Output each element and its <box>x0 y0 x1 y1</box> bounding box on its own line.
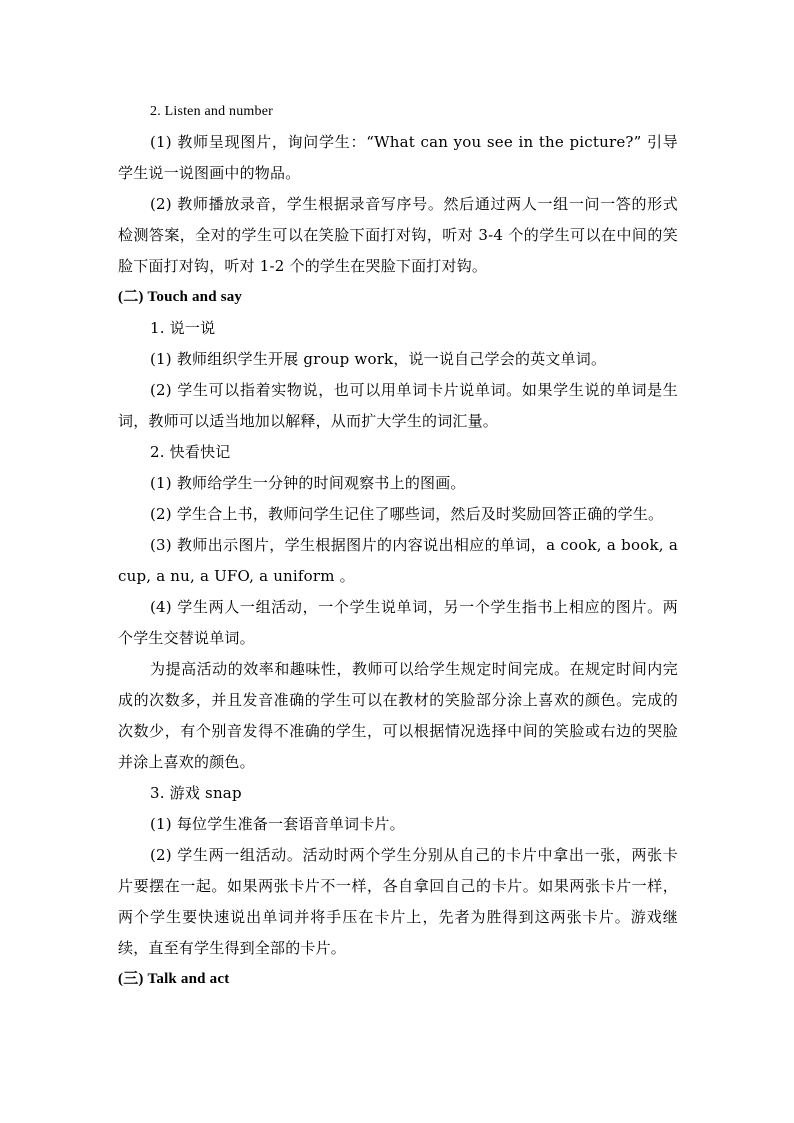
subsection-title-listen: 2. Listen and number <box>150 104 273 119</box>
paragraph: (4) 学生两人一组活动，一个学生说单词，另一个学生指书上相应的图片。两个学生交替说单词。 <box>118 598 678 647</box>
paragraph: (2) 学生可以指着实物说，也可以用单词卡片说单词。如果学生说的单词是生词，教师可以适当地加以解释，从而扩大学生的词汇量。 <box>118 381 678 430</box>
paragraph: (2) 学生两一组活动。活动时两个学生分别从自己的卡片中拿出一张，两张卡片要摆在一起。如果两张卡片不一样，各自拿回自己的卡片。如果两张卡片一样，两个学生要快速说出单词并将手压在卡片上，先者为胜得到这两张卡片。游戏继续，直至有学生得到全部的卡片。 <box>118 846 678 957</box>
paragraph: (1) 教师呈现图片，询问学生：“What can you see in the picture?” 引导学生说一说图画中的物品。 <box>118 133 678 182</box>
paragraph: (1) 教师组织学生开展 group work，说一说自己学会的英文单词。 <box>150 350 607 368</box>
subsection-title-snap-game: 3. 游戏 snap <box>150 784 242 802</box>
section-heading-talk-and-act: (三) Talk and act <box>118 971 230 987</box>
subsection-title-quick-look: 2. 快看快记 <box>150 443 231 461</box>
subsection-title-say: 1. 说一说 <box>150 319 216 337</box>
paragraph: (2) 教师播放录音，学生根据录音写序号。然后通过两人一组一问一答的形式检测答案，全对的学生可以在笑脸下面打对钩，听对 3-4 个的学生可以在中间的笑脸下面打对钩，听对 1-2 个的学生在哭脸下面打对钩。 <box>118 195 678 275</box>
paragraph: 为提高活动的效率和趣味性，教师可以给学生规定时间完成。在规定时间内完成的次数多，并且发音准确的学生可以在教材的笑脸部分涂上喜欢的颜色。完成的次数少，有个别音发得不准确的学生，可以根据情况选择中间的笑脸或右边的哭脸并涂上喜欢的颜色。 <box>118 660 678 771</box>
paragraph: (1) 每位学生准备一套语音单词卡片。 <box>150 815 405 833</box>
paragraph: (2) 学生合上书，教师问学生记住了哪些词，然后及时奖励回答正确的学生。 <box>150 505 664 523</box>
paragraph: (1) 教师给学生一分钟的时间观察书上的图画。 <box>150 474 466 492</box>
document-body <box>118 96 678 995</box>
paragraph: (3) 教师出示图片，学生根据图片的内容说出相应的单词，a cook, a book, a cup, a nu, a UFO, a uniform 。 <box>118 536 678 585</box>
section-heading-touch-and-say: (二) Touch and say <box>118 289 243 305</box>
